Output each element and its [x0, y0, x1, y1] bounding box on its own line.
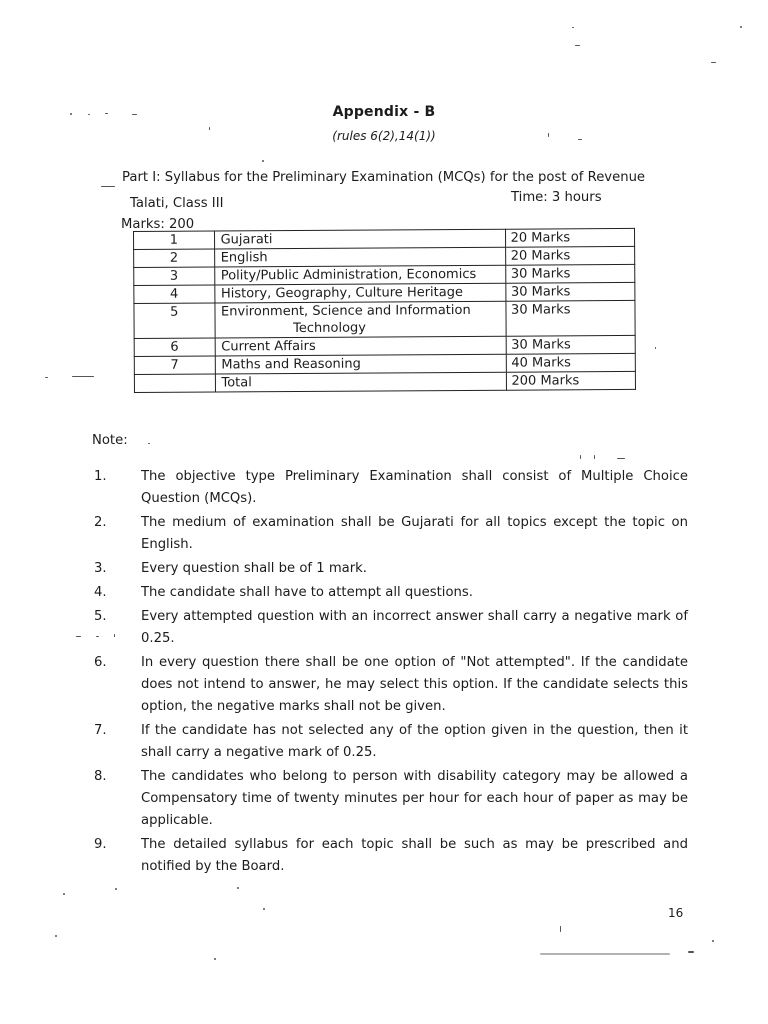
scan-speck: [262, 160, 264, 162]
page-number: 16: [668, 906, 684, 920]
total-marks: Marks: 200: [121, 217, 195, 232]
scan-speck: [712, 940, 714, 942]
scan-speck: [209, 127, 210, 130]
syllabus-row: [134, 282, 635, 303]
topic-number: [134, 374, 215, 392]
notes-list: [92, 466, 688, 880]
topic-marks: 200 Marks: [506, 371, 636, 390]
topic-name-cell: [215, 354, 506, 374]
topic-marks: 30 Marks: [506, 335, 636, 354]
note-item: [92, 582, 688, 604]
topic-name-cell: [214, 301, 505, 338]
scan-speck: [263, 908, 265, 910]
topic-name-cell: [214, 247, 505, 267]
scan-speck: [105, 113, 108, 114]
note-item: [92, 606, 688, 650]
scan-speck: [70, 113, 72, 115]
scan-speck: [88, 114, 90, 115]
topic-number: 7: [134, 356, 215, 374]
topic-marks: 20 Marks: [505, 246, 635, 265]
note-number: 3.: [94, 561, 107, 576]
topic-name-cell: [214, 265, 505, 285]
note-number: 1.: [94, 469, 107, 484]
note-text: Every attempted question with an incorrect answer shall carry a negative mark of 0.25.: [141, 609, 688, 646]
note-number: 5.: [94, 609, 107, 624]
syllabus-row: [134, 335, 635, 356]
topic-marks: 30 Marks: [505, 264, 635, 283]
topic-number: 1: [134, 231, 215, 249]
scan-speck: [114, 634, 115, 637]
note-item: [92, 466, 688, 510]
syllabus-row: [134, 246, 635, 267]
rules-reference-text: (rules 6(2),14(1)): [332, 129, 436, 143]
topic-name: Polity/Public Administration, Economics: [220, 266, 477, 284]
scan-speck: [237, 887, 239, 889]
note-item: [92, 766, 688, 832]
scan-speck: [148, 443, 150, 444]
rules-reference: [0, 129, 768, 143]
scan-speck: [578, 139, 582, 140]
topic-name: Environment, Science and Information: [220, 302, 471, 320]
post-name: Talati, Class III: [130, 196, 224, 211]
scan-speck: [214, 958, 216, 960]
topic-number: 4: [134, 285, 215, 303]
exam-time: Time: 3 hours: [511, 190, 602, 205]
scan-speck: [617, 458, 625, 459]
topic-marks: 30 Marks: [505, 300, 635, 336]
syllabus-row: [134, 300, 635, 338]
note-number: 7.: [94, 723, 107, 738]
scan-speck: [655, 347, 656, 349]
scan-speck: [96, 636, 99, 637]
scan-speck: [132, 114, 137, 115]
note-number: 2.: [94, 515, 107, 530]
topic-name: History, Geography, Culture Heritage: [220, 284, 464, 302]
scan-speck: [711, 62, 716, 63]
note-text: The objective type Preliminary Examination shall consist of Multiple Choice Question (MCQs).: [141, 469, 688, 506]
syllabus-row: [134, 353, 635, 374]
note-item: [92, 652, 688, 718]
topic-name-cell: [215, 336, 506, 356]
topic-marks: 40 Marks: [506, 353, 636, 372]
note-label: Note:: [92, 433, 128, 448]
scan-speck: [115, 888, 117, 890]
scan-speck: [63, 893, 65, 895]
syllabus-row: [134, 228, 635, 249]
topic-name: Current Affairs: [221, 338, 316, 355]
scan-speck: [740, 26, 742, 28]
topic-name-continued: Technology: [293, 320, 367, 337]
scan-speck: [688, 951, 694, 953]
scan-speck: [575, 45, 580, 46]
topic-name: Gujarati: [220, 232, 273, 248]
topic-name: English: [220, 250, 268, 266]
page-title: Appendix - B: [332, 104, 436, 120]
scan-speck: [594, 455, 595, 459]
note-item: [92, 512, 688, 556]
topic-name: Maths and Reasoning: [221, 356, 361, 373]
syllabus-row: [134, 264, 635, 285]
topic-name-cell: [214, 229, 505, 249]
scan-speck: [72, 376, 94, 377]
topic-name-cell: [215, 372, 506, 392]
scan-speck: [572, 27, 574, 28]
topic-number: 3: [134, 267, 215, 285]
note-number: 9.: [94, 837, 107, 852]
scan-speck: [101, 186, 115, 187]
note-item: [92, 720, 688, 764]
topic-number: 6: [134, 338, 215, 356]
topic-name-cell: [214, 283, 505, 303]
note-item: [92, 558, 688, 580]
note-number: 8.: [94, 769, 107, 784]
note-text: The candidates who belong to person with disability category may be allowed a Compensatory time of twenty minutes per hour for each hour of paper as may be applicable.: [141, 769, 688, 828]
note-text: In every question there shall be one option of "Not attempted". If the candidate does not intend to answer, he may select this option. If the candidate selects this option, the negative marks shall not be given.: [141, 655, 688, 714]
note-text: If the candidate has not selected any of the option given in the question, then it shall carry a negative mark of 0.25.: [141, 723, 688, 760]
scan-speck: [540, 953, 670, 955]
topic-marks: 30 Marks: [505, 282, 635, 301]
note-text: The detailed syllabus for each topic shall be such as may be prescribed and notified by the Board.: [141, 837, 688, 874]
note-number: 6.: [94, 655, 107, 670]
syllabus-heading: Part I: Syllabus for the Preliminary Examination (MCQs) for the post of Revenue: [122, 170, 646, 185]
scan-speck: [580, 455, 581, 459]
note-text: Every question shall be of 1 mark.: [141, 561, 368, 576]
syllabus-table-body: [134, 228, 636, 392]
topic-number: 5: [134, 303, 215, 338]
scan-speck: [560, 926, 561, 932]
topic-number: 2: [134, 249, 215, 267]
scan-speck: [548, 133, 549, 137]
note-item: [92, 834, 688, 878]
topic-marks: 20 Marks: [505, 228, 635, 247]
note-number: 4.: [94, 585, 107, 600]
syllabus-row: [134, 371, 635, 392]
topic-name: Total: [221, 375, 252, 391]
syllabus-table: [133, 228, 636, 393]
note-text: The medium of examination shall be Gujarati for all topics except the topic on English.: [141, 515, 688, 552]
scan-speck: [55, 935, 57, 937]
scan-speck: [45, 377, 48, 378]
note-text: The candidate shall have to attempt all questions.: [141, 585, 473, 600]
scan-speck: [76, 636, 81, 637]
